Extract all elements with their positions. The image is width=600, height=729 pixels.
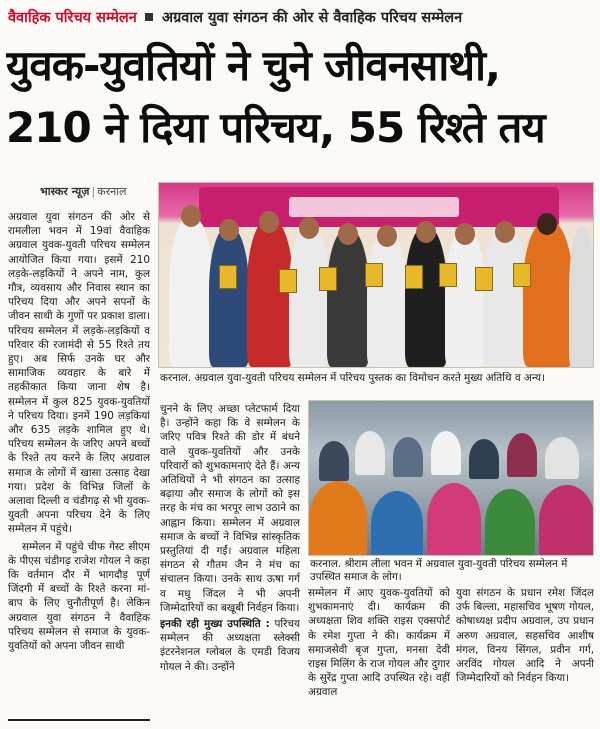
next-article-rule xyxy=(8,719,150,729)
book-release-photo xyxy=(158,182,594,368)
byline-agency: भास्कर न्यूज़ xyxy=(40,185,90,198)
audience-photo xyxy=(308,400,594,556)
sub-text: परिचय सम्मेलन की अध्यक्षता स्लेक्सी इंटरनेशनल ग्लोबल के एमडी विजय गोयल ने की। उन्होंने xyxy=(160,618,300,673)
article-column-3 xyxy=(308,586,450,729)
byline-location: करनाल xyxy=(97,185,127,198)
headline-line-2: 210 ने दिया परिचय, 55 रिश्ते तय xyxy=(6,103,545,152)
headline-line-1: युवक-युवतियों ने चुने जीवनसाथी, xyxy=(6,41,500,90)
section-label: वैवाहिक परिचय सम्मेलन xyxy=(8,10,137,26)
article-column-2 xyxy=(160,402,300,729)
article-paragraph: सम्मेलन में पहुंचे चीफ गेस्ट सीएम के पीएस चंडीगढ़ राजेश गोयल ने कहा कि वर्तमान दौर में भागदौड़ पूर्ण जिंदगी में बच्चों के रिश्ते करना मां-बाप के लिए चुनौतीपूर्ण है। लेकिन अग्रवाल युवा संगठन ने वैवाहिक परिचय सम्मेलन से समाज के युवक-युवतियों को अपना जीवन साथी xyxy=(8,540,150,653)
main-photo-caption: करनाल. अग्रवाल युवा-युवती परिचय सम्मेलन में परिचय पुस्तक का विमोचन करते मुख्य अतिथि व अन्य। xyxy=(160,372,545,384)
byline: भास्कर न्यूज़ | करनाल xyxy=(40,185,127,198)
kicker-summary: अग्रवाल युवा संगठन की ओर से वैवाहिक परिचय सम्मेलन xyxy=(162,10,463,26)
article-paragraph: युवा संगठन के प्रधान रमेश जिंदल उर्फ बिल्ला, महासचिव भूषण गोयल, कोषाध्यक्ष प्रदीप अग्रवाल, उप प्रधान अरुण अग्रवाल, सहसचिव आशीष मंगल, विनय सिंगल, प्रवीन गर्ग, अरविंद गोयल आदि ने अपनी जिम्मेदारियों को निर्वहन किया। xyxy=(456,587,594,685)
kicker xyxy=(8,6,594,30)
square-bullet-icon xyxy=(145,13,153,21)
article-paragraph: चुनने के लिए अच्छा प्लेटफार्म दिया है। उन्होंने कहा कि वे सम्मेलन के जरिए पवित्र रिश्ते की डोर में बंधने वाले युवक-युवतियों और उनके परिवारों को शुभकामनाएं देते हैं। अन्य अतिथियों ने भी संगठन का उत्साह बढ़ाया और समाज के लोगों को इस तरह के मंच का भरपूर लाभ उठाने का आह्वान किया। सम्मेलन में अग्रवाल समाज के बच्चों ने विभिन्न सांस्कृतिक प्रस्तुतियां दी गईं। अग्रवाल महिला संगठन से गौतम जैन ने मंच का संचालन किया। उनके साथ ऊषा गर्ग व मधु जिंदल ने भी अपनी जिम्मेदारियों का बखूबी निर्वहन किया। xyxy=(160,403,300,614)
article-paragraph: अग्रवाल युवा संगठन की ओर से रामलीला भवन में 19वां वैवाहिक अग्रवाल युवक-युवती परिचय सम्मेलन आयोजित किया गया। इसमें 210 लड़के-लड़कियों ने अपने नाम, कुल गौत्र, व्यवसाय और निवास स्थान का परिचय दिया और अपने सपनों के जीवन साथी के गुणों पर प्रकाश डाला। परिचय सम्मेलन में लड़के-लड़कियों व परिवार की रजामंदी से 55 रिश्ते तय हुए। अब सिर्फ उनके घर और सामाजिक व्यवहार के बारे में तहकीकात किया जाना शेष है। सम्मेलन में कुल 825 युवक-युवतियों ने परिचय दिया। इनमें 190 लड़कियां और 635 लड़के शामिल हुए थे। परिचय सम्मेलन के जरिए अपने बच्चों के रिश्ते तय करने के लिए अग्रवाल समाज के लोगों में खासा उत्साह देखा गया। प्रदेश के विभिन्न जिलों के अलावा दिल्ली व चंडीगढ़ से भी युवक-युवती अपना परिचय देने के लिए सम्मेलन में पहुंचे। xyxy=(8,211,150,536)
article-paragraph: सम्मेलन में आए युवक-युवतियों को शुभकामनाएं दी। कार्यक्रम की अध्यक्षता शिव शक्ति राइस एक्सपोर्ट के रमेश गुप्ता ने की। कार्यक्रम में समाजसेवी बृज गुप्ता, मनसा देवी राइस मिलिंग के राज गोयल और दुगार के सुरेंद्र गुप्ता आदि उपस्थित रहे। वहीं अग्रवाल xyxy=(308,587,450,699)
sub-heading: इनकी रही मुख्य उपस्थिति : xyxy=(160,618,270,631)
article-column-4 xyxy=(456,586,594,729)
sub-section xyxy=(160,617,300,674)
article-column-1 xyxy=(8,210,150,729)
audience-photo-caption: करनाल. श्रीराम लीला भवन में अग्रवाल युवा-युवती परिचय सम्मेलन में उपस्थित समाज के लोग। xyxy=(310,558,568,583)
